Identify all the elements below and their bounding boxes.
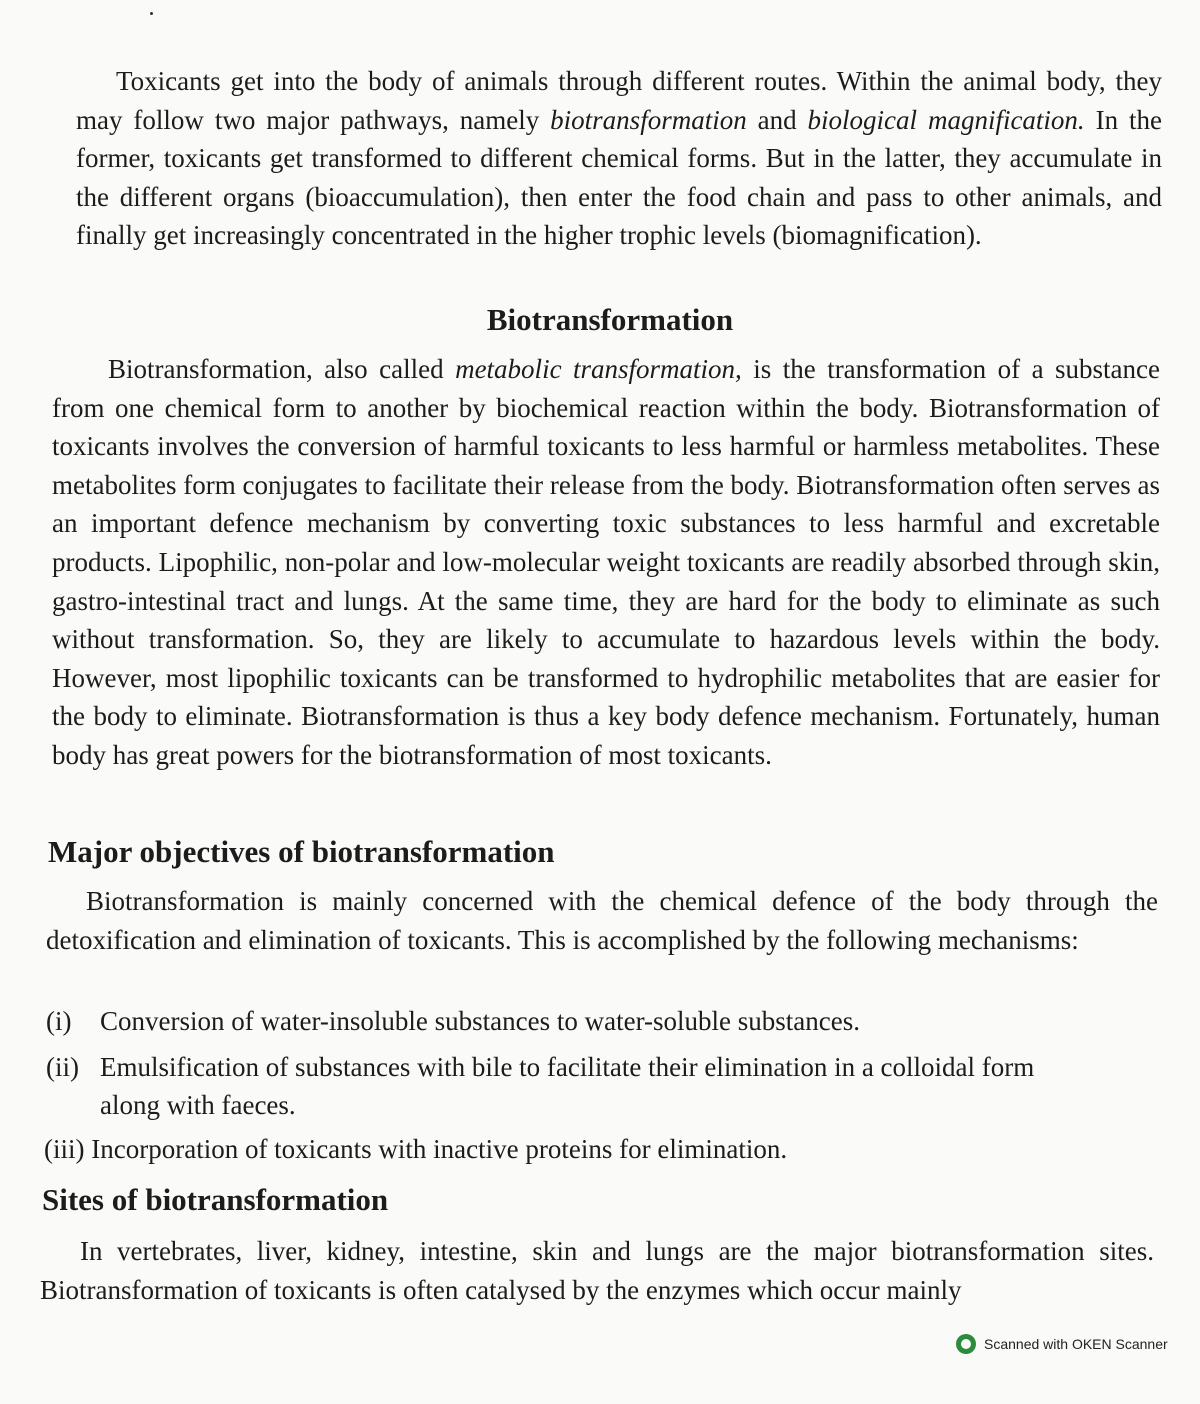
- sites-heading: Sites of biotransformation: [42, 1182, 389, 1217]
- intro-text-1: Toxicants get into the body of animals through different routes. Within the animal body, they may follow two major pathways, namely: [76, 66, 1162, 135]
- intro-text-2: and: [746, 104, 808, 135]
- list-item: [46, 1002, 1158, 1040]
- biotransformation-emphasis: metabolic transformation,: [455, 354, 742, 384]
- list-item-text: Conversion of water-insoluble substances to water-soluble substances.: [100, 1006, 860, 1036]
- list-item-number: (i): [46, 1006, 72, 1036]
- speck: [150, 12, 153, 15]
- list-item: [46, 1048, 1158, 1124]
- scanner-logo-icon: [956, 1334, 976, 1354]
- biotransformation-text-2: is the transformation of a substance from one chemical form to another by biochemical reaction within the body. Biotransformation of toxicants involves the conversion of harmful toxicants to less harmful or harmless metabolites. These metabolites form conjugates to facilitate their release from the body. Biotransformation often serves as an important defence mechanism by converting toxic substances to less harmful and excretable products. Lipophilic, non-polar and low-molecular weight toxicants are readily absorbed through skin, gastro-intestinal tract and lungs. At the same time, they are hard for the body to eliminate as such without transformation. So, they are likely to accumulate to hazardous levels within the body. However, most lipophilic toxicants can be transformed to hydrophilic metabolites that are easier for the body to eliminate. Biotransformation is thus a key body defence mechanism. Fortunately, human body has great powers for the biotransformation of most toxicants.: [52, 354, 1160, 770]
- list-item-continuation: along with faeces.: [100, 1090, 296, 1120]
- list-item-text: Incorporation of toxicants with inactive proteins for elimination.: [91, 1134, 788, 1164]
- objectives-paragraph: [46, 882, 1158, 959]
- objectives-heading: Major objectives of biotransformation: [48, 834, 555, 869]
- biotransformation-paragraph: [52, 350, 1160, 775]
- biotransformation-heading: Biotransformation: [486, 302, 734, 337]
- intro-emphasis-1: biotransformation: [550, 104, 747, 135]
- list-item-number: (ii): [46, 1052, 79, 1082]
- intro-emphasis-2: biological magnification.: [807, 104, 1085, 135]
- sites-text: In vertebrates, liver, kidney, intestine, skin and lungs are the major biotransformation sites. Biotransformation of toxicants is often catalysed by the enzymes which occur mainly: [40, 1236, 1154, 1305]
- sites-paragraph: [40, 1232, 1154, 1309]
- list-item: [44, 1130, 1156, 1168]
- scanner-label: Scanned with OKEN Scanner: [984, 1336, 1168, 1352]
- biotransformation-text-1: Biotransformation, also called: [108, 354, 456, 384]
- intro-text-3: In the former, toxicants get transformed to different chemical forms. But in the latter, they accumulate in the different organs (bioaccumulation), then enter the food chain and pass to other animals, and finally get increasingly concentrated in the higher trophic levels (biomagnification).: [76, 104, 1163, 251]
- list-item-number: (iii): [44, 1134, 85, 1164]
- objectives-text: Biotransformation is mainly concerned with the chemical defence of the body through the detoxification and elimination of toxicants. This is accomplished by the following mechanisms:: [46, 886, 1158, 955]
- intro-paragraph: [76, 62, 1162, 255]
- list-item-text: Emulsification of substances with bile to facilitate their elimination in a colloidal form: [100, 1052, 1035, 1082]
- scanner-watermark: [956, 1330, 1188, 1358]
